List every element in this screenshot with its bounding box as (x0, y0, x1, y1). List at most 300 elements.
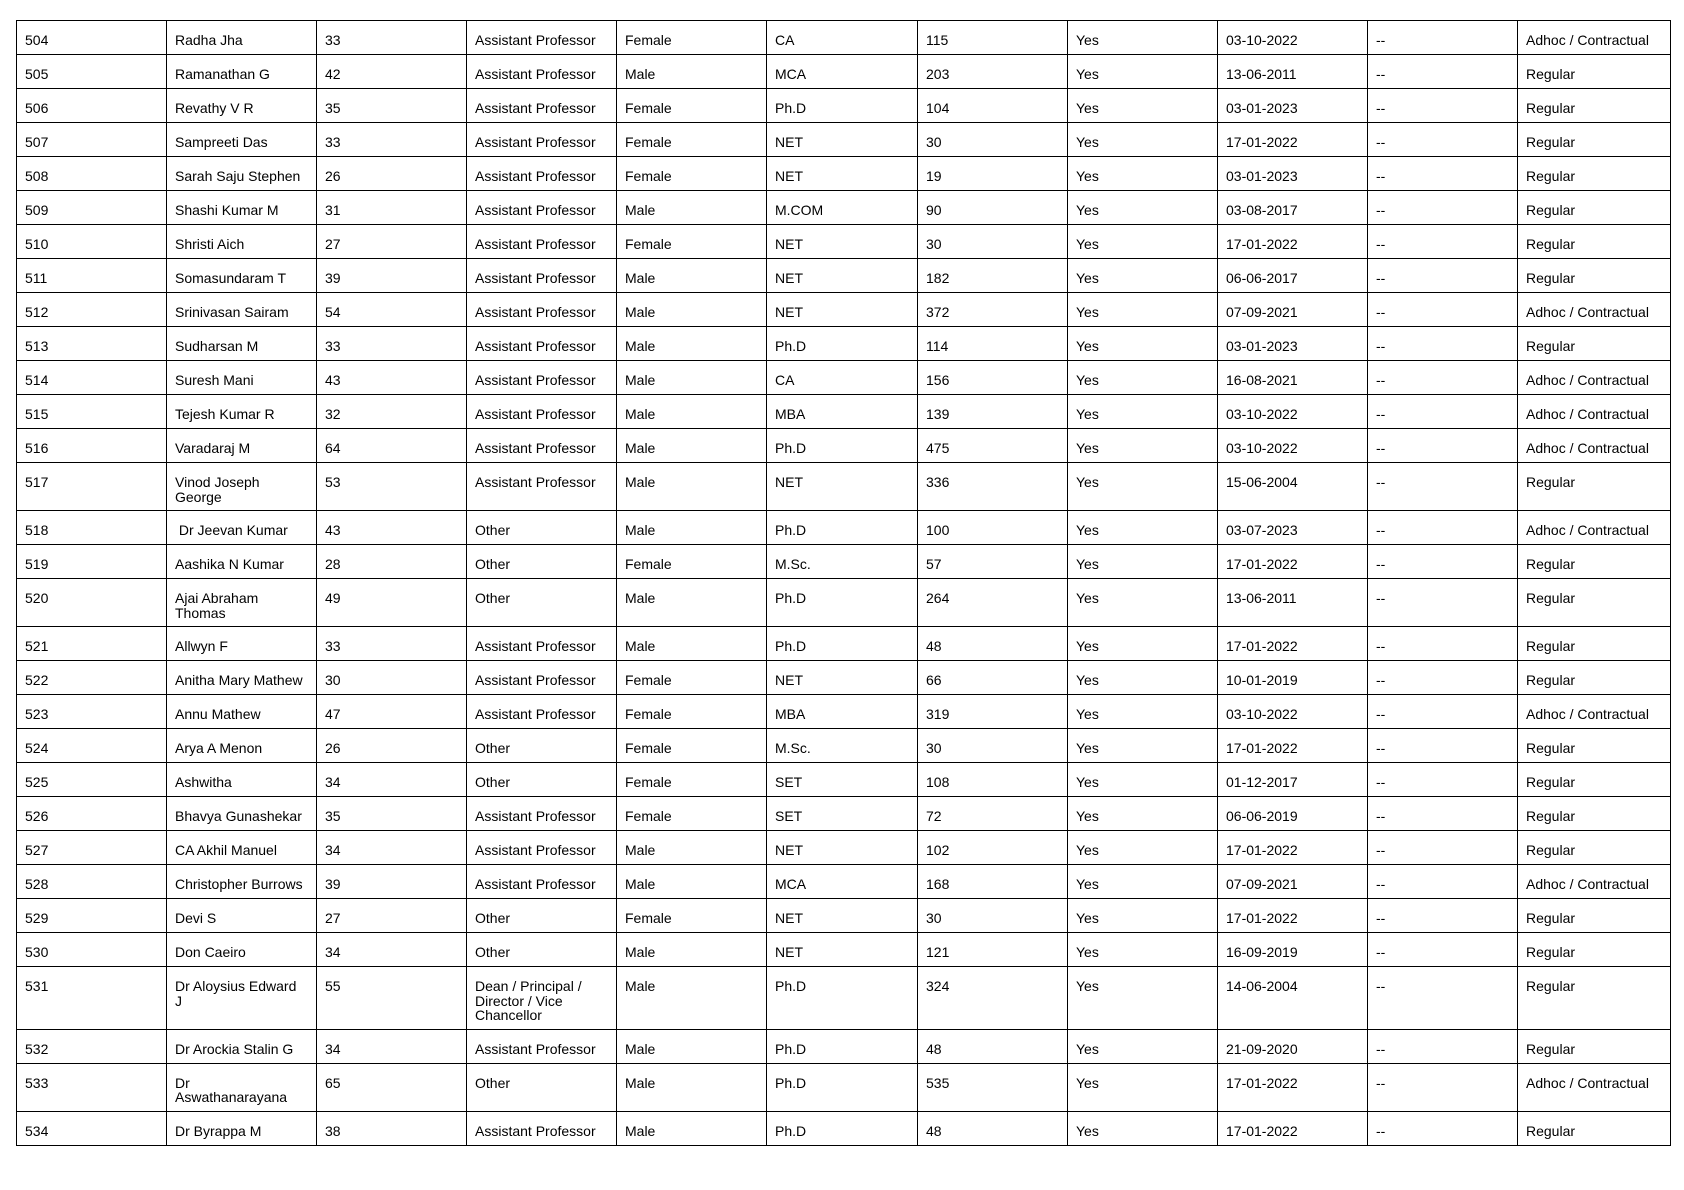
cell-text: M.Sc. (775, 740, 811, 756)
qualification-cell (767, 395, 918, 429)
cell-text: Yes (1076, 270, 1099, 286)
status-cell (1068, 967, 1218, 1030)
experience-cell (918, 293, 1068, 327)
cell-text: 114 (926, 338, 949, 354)
cell-text: -- (1376, 270, 1386, 286)
cell-text: 21-09-2020 (1226, 1040, 1298, 1057)
cell-text: Yes (1076, 32, 1099, 48)
cell-text: Regular (1526, 842, 1576, 858)
name-cell (167, 191, 317, 225)
qualification-cell (767, 579, 918, 627)
cell-text: Assistant Professor (475, 406, 596, 422)
cell-text: CA (775, 372, 795, 388)
cell-text: Yes (1076, 1040, 1099, 1057)
cell-text: 372 (926, 304, 950, 320)
cell-text: Suresh Mani (175, 372, 254, 388)
joining-date-cell (1218, 933, 1368, 967)
cell-text: Assistant Professor (475, 168, 596, 184)
table-row (17, 361, 1671, 395)
cell-text: 512 (25, 304, 49, 320)
row-number-cell (17, 831, 167, 865)
cell-text: 505 (25, 66, 49, 82)
cell-text: Adhoc / Contractual (1526, 32, 1649, 48)
cell-text: 26 (325, 168, 341, 184)
cell-text: -- (1376, 406, 1386, 422)
cell-text: -- (1376, 100, 1386, 116)
cell-text: Female (625, 672, 672, 688)
appointment-type-cell (1518, 933, 1671, 967)
experience-cell (918, 55, 1068, 89)
leaving-date-cell (1368, 627, 1518, 661)
cell-text: Regular (1526, 202, 1576, 218)
leaving-date-cell (1368, 1111, 1518, 1145)
cell-text: Yes (1076, 134, 1099, 150)
qualification-cell (767, 545, 918, 579)
experience-cell (918, 797, 1068, 831)
status-cell (1068, 259, 1218, 293)
table-row (17, 511, 1671, 545)
leaving-date-cell (1368, 763, 1518, 797)
joining-date-cell (1218, 55, 1368, 89)
row-number-cell (17, 627, 167, 661)
qualification-cell (767, 55, 918, 89)
leaving-date-cell (1368, 123, 1518, 157)
appointment-type-cell (1518, 967, 1671, 1030)
cell-text: -- (1376, 202, 1386, 218)
row-number-cell (17, 1111, 167, 1145)
qualification-cell (767, 797, 918, 831)
cell-text: 521 (25, 638, 49, 654)
row-number-cell (17, 865, 167, 899)
cell-text: Regular (1526, 978, 1576, 994)
cell-text: 34 (325, 842, 341, 858)
qualification-cell (767, 695, 918, 729)
cell-text: 10-01-2019 (1226, 672, 1298, 688)
cell-text: 28 (325, 556, 341, 572)
cell-text: Assistant Professor (475, 842, 596, 858)
cell-text: Yes (1076, 808, 1099, 824)
cell-text: 524 (25, 740, 49, 756)
experience-cell (918, 327, 1068, 361)
gender-cell (617, 157, 767, 191)
gender-cell (617, 1111, 767, 1145)
cell-text: 121 (926, 944, 950, 960)
gender-cell (617, 627, 767, 661)
cell-text: 523 (25, 706, 49, 722)
age-cell (317, 695, 467, 729)
joining-date-cell (1218, 627, 1368, 661)
cell-text: 17-01-2022 (1226, 236, 1298, 252)
cell-text: Yes (1076, 338, 1099, 354)
cell-text: Ph.D (775, 638, 807, 654)
cell-text: Yes (1076, 372, 1099, 388)
age-cell (317, 327, 467, 361)
cell-text: 508 (25, 168, 49, 184)
leaving-date-cell (1368, 21, 1518, 55)
joining-date-cell (1218, 729, 1368, 763)
cell-text: 03-01-2023 (1226, 338, 1298, 354)
qualification-cell (767, 157, 918, 191)
cell-text: Other (475, 522, 511, 538)
qualification-cell (767, 899, 918, 933)
cell-text: Ph.D (775, 590, 807, 606)
cell-text: 515 (25, 406, 49, 422)
cell-text: 533 (25, 1074, 49, 1091)
gender-cell (617, 429, 767, 463)
age-cell (317, 361, 467, 395)
status-cell (1068, 293, 1218, 327)
appointment-type-cell (1518, 1029, 1671, 1063)
cell-text: Sampreeti Das (175, 134, 268, 150)
cell-text: Other (475, 740, 511, 756)
gender-cell (617, 463, 767, 511)
joining-date-cell (1218, 1111, 1368, 1145)
age-cell (317, 545, 467, 579)
cell-text: MCA (775, 876, 807, 892)
cell-text: 48 (926, 1040, 942, 1057)
name-cell (167, 763, 317, 797)
experience-cell (918, 89, 1068, 123)
qualification-cell (767, 831, 918, 865)
cell-text: 30 (926, 236, 942, 252)
cell-text: -- (1376, 774, 1386, 790)
cell-text: Male (625, 876, 656, 892)
designation-cell (467, 463, 617, 511)
cell-text: 519 (25, 556, 49, 572)
cell-text: Ph.D (775, 522, 807, 538)
staff-table (16, 20, 1671, 1146)
designation-cell (467, 327, 617, 361)
name-cell (167, 579, 317, 627)
cell-text: -- (1376, 740, 1386, 756)
joining-date-cell (1218, 967, 1368, 1030)
cell-text: Bhavya Gunashekar (175, 808, 302, 824)
cell-text: 03-07-2023 (1226, 522, 1298, 538)
cell-text: Regular (1526, 338, 1576, 354)
cell-text: -- (1376, 842, 1386, 858)
name-cell (167, 545, 317, 579)
experience-cell (918, 695, 1068, 729)
cell-text: Regular (1526, 672, 1576, 688)
qualification-cell (767, 729, 918, 763)
cell-text: 48 (926, 1122, 942, 1139)
gender-cell (617, 123, 767, 157)
name-cell (167, 933, 317, 967)
joining-date-cell (1218, 695, 1368, 729)
cell-text: Don Caeiro (175, 944, 246, 960)
status-cell (1068, 191, 1218, 225)
appointment-type-cell (1518, 123, 1671, 157)
leaving-date-cell (1368, 797, 1518, 831)
designation-cell (467, 191, 617, 225)
status-cell (1068, 695, 1218, 729)
qualification-cell (767, 89, 918, 123)
cell-text: Yes (1076, 202, 1099, 218)
cell-text: Male (625, 406, 656, 422)
cell-text: Srinivasan Sairam (175, 304, 289, 320)
cell-text: 33 (325, 638, 341, 654)
cell-text: Female (625, 740, 672, 756)
leaving-date-cell (1368, 967, 1518, 1030)
status-cell (1068, 89, 1218, 123)
cell-text: 49 (325, 590, 341, 606)
cell-text: 115 (926, 32, 949, 48)
designation-cell (467, 1029, 617, 1063)
leaving-date-cell (1368, 661, 1518, 695)
cell-text: 506 (25, 100, 49, 116)
status-cell (1068, 21, 1218, 55)
cell-text: Regular (1526, 66, 1576, 82)
joining-date-cell (1218, 395, 1368, 429)
name-cell (167, 831, 317, 865)
cell-text: Regular (1526, 808, 1576, 824)
cell-text: -- (1376, 672, 1386, 688)
gender-cell (617, 695, 767, 729)
status-cell (1068, 395, 1218, 429)
appointment-type-cell (1518, 545, 1671, 579)
leaving-date-cell (1368, 225, 1518, 259)
row-number-cell (17, 797, 167, 831)
appointment-type-cell (1518, 259, 1671, 293)
cell-text: -- (1376, 338, 1386, 354)
cell-text: 520 (25, 590, 49, 606)
cell-text: 522 (25, 672, 49, 688)
status-cell (1068, 327, 1218, 361)
row-number-cell (17, 225, 167, 259)
age-cell (317, 395, 467, 429)
cell-text: 475 (926, 440, 950, 456)
joining-date-cell (1218, 661, 1368, 695)
name-cell (167, 661, 317, 695)
qualification-cell (767, 293, 918, 327)
cell-text: MBA (775, 706, 806, 722)
row-number-cell (17, 579, 167, 627)
appointment-type-cell (1518, 395, 1671, 429)
status-cell (1068, 545, 1218, 579)
age-cell (317, 511, 467, 545)
appointment-type-cell (1518, 55, 1671, 89)
designation-cell (467, 933, 617, 967)
experience-cell (918, 933, 1068, 967)
cell-text: Other (475, 774, 511, 790)
age-cell (317, 89, 467, 123)
table-row (17, 1063, 1671, 1111)
age-cell (317, 55, 467, 89)
name-cell (167, 627, 317, 661)
cell-text: 324 (926, 978, 950, 994)
cell-text: Ph.D (775, 1040, 807, 1057)
cell-text: MBA (775, 406, 806, 422)
status-cell (1068, 729, 1218, 763)
cell-text: Regular (1526, 270, 1576, 286)
cell-text: 535 (926, 1074, 950, 1091)
table-row (17, 259, 1671, 293)
status-cell (1068, 865, 1218, 899)
status-cell (1068, 123, 1218, 157)
experience-cell (918, 763, 1068, 797)
gender-cell (617, 729, 767, 763)
cell-text: Female (625, 32, 672, 48)
experience-cell (918, 429, 1068, 463)
cell-text: Assistant Professor (475, 202, 596, 218)
table-row (17, 797, 1671, 831)
cell-text: Revathy V R (175, 100, 254, 116)
status-cell (1068, 797, 1218, 831)
cell-text: 39 (325, 270, 341, 286)
joining-date-cell (1218, 865, 1368, 899)
cell-text: NET (775, 168, 803, 184)
cell-text: Ph.D (775, 338, 807, 354)
cell-text: 01-12-2017 (1226, 774, 1298, 790)
age-cell (317, 627, 467, 661)
designation-cell (467, 1063, 617, 1111)
row-number-cell (17, 123, 167, 157)
name-cell (167, 967, 317, 1030)
joining-date-cell (1218, 327, 1368, 361)
gender-cell (617, 933, 767, 967)
cell-text: Male (625, 1122, 656, 1139)
gender-cell (617, 293, 767, 327)
cell-text: 319 (926, 706, 950, 722)
name-cell (167, 55, 317, 89)
cell-text: Female (625, 774, 672, 790)
cell-text: Male (625, 1040, 656, 1057)
cell-text: 156 (926, 372, 950, 388)
cell-text: 48 (926, 638, 942, 654)
joining-date-cell (1218, 123, 1368, 157)
appointment-type-cell (1518, 225, 1671, 259)
designation-cell (467, 225, 617, 259)
cell-text: Regular (1526, 774, 1576, 790)
name-cell (167, 259, 317, 293)
leaving-date-cell (1368, 395, 1518, 429)
row-number-cell (17, 899, 167, 933)
gender-cell (617, 797, 767, 831)
age-cell (317, 579, 467, 627)
cell-text: -- (1376, 944, 1386, 960)
designation-cell (467, 395, 617, 429)
cell-text: Assistant Professor (475, 304, 596, 320)
age-cell (317, 899, 467, 933)
table-row (17, 695, 1671, 729)
row-number-cell (17, 695, 167, 729)
name-cell (167, 293, 317, 327)
appointment-type-cell (1518, 511, 1671, 545)
cell-text: NET (775, 304, 803, 320)
designation-cell (467, 695, 617, 729)
cell-text: Yes (1076, 1122, 1099, 1139)
cell-text: Yes (1076, 66, 1099, 82)
appointment-type-cell (1518, 1111, 1671, 1145)
appointment-type-cell (1518, 157, 1671, 191)
cell-text: Assistant Professor (475, 1122, 596, 1139)
age-cell (317, 1029, 467, 1063)
row-number-cell (17, 191, 167, 225)
appointment-type-cell (1518, 729, 1671, 763)
row-number-cell (17, 933, 167, 967)
gender-cell (617, 191, 767, 225)
row-number-cell (17, 763, 167, 797)
cell-text: CA Akhil Manuel (175, 842, 277, 858)
appointment-type-cell (1518, 579, 1671, 627)
cell-text: Ashwitha (175, 774, 232, 790)
cell-text: 17-01-2022 (1226, 134, 1298, 150)
status-cell (1068, 627, 1218, 661)
table-row (17, 1111, 1671, 1145)
experience-cell (918, 361, 1068, 395)
name-cell (167, 797, 317, 831)
age-cell (317, 157, 467, 191)
cell-text: 43 (325, 522, 341, 538)
cell-text: 16-08-2021 (1226, 372, 1298, 388)
age-cell (317, 429, 467, 463)
experience-cell (918, 511, 1068, 545)
cell-text: Yes (1076, 556, 1099, 572)
cell-text: Male (625, 304, 656, 320)
cell-text: Other (475, 944, 511, 960)
cell-text: Yes (1076, 774, 1099, 790)
cell-text: Assistant Professor (475, 876, 596, 892)
cell-text: 13-06-2011 (1226, 66, 1297, 82)
cell-text: Yes (1076, 1074, 1099, 1091)
table-row (17, 21, 1671, 55)
status-cell (1068, 463, 1218, 511)
cell-text: Male (625, 474, 656, 490)
name-cell (167, 1111, 317, 1145)
cell-text: Yes (1076, 100, 1099, 116)
cell-text: 57 (926, 556, 942, 572)
cell-text: Aashika N Kumar (175, 556, 284, 572)
cell-text: 108 (926, 774, 950, 790)
experience-cell (918, 865, 1068, 899)
joining-date-cell (1218, 579, 1368, 627)
cell-text: Yes (1076, 672, 1099, 688)
cell-text: 64 (325, 440, 341, 456)
cell-text: Adhoc / Contractual (1526, 304, 1649, 320)
cell-text: 33 (325, 134, 341, 150)
gender-cell (617, 865, 767, 899)
cell-text: 19 (926, 168, 942, 184)
cell-text: Radha Jha (175, 32, 243, 48)
designation-cell (467, 967, 617, 1030)
cell-text: -- (1376, 168, 1386, 184)
designation-cell (467, 579, 617, 627)
designation-cell (467, 429, 617, 463)
leaving-date-cell (1368, 191, 1518, 225)
cell-text: Assistant Professor (475, 706, 596, 722)
cell-text: 03-10-2022 (1226, 406, 1298, 422)
cell-text: 03-08-2017 (1226, 202, 1298, 218)
age-cell (317, 763, 467, 797)
cell-text: Regular (1526, 236, 1576, 252)
leaving-date-cell (1368, 831, 1518, 865)
cell-text: 07-09-2021 (1226, 304, 1298, 320)
name-cell (167, 123, 317, 157)
cell-text: Adhoc / Contractual (1526, 1074, 1649, 1091)
appointment-type-cell (1518, 1063, 1671, 1111)
cell-text: Regular (1526, 556, 1576, 572)
age-cell (317, 463, 467, 511)
designation-cell (467, 55, 617, 89)
name-cell (167, 21, 317, 55)
status-cell (1068, 831, 1218, 865)
cell-text: Female (625, 808, 672, 824)
table-row (17, 225, 1671, 259)
status-cell (1068, 1029, 1218, 1063)
designation-cell (467, 21, 617, 55)
cell-text: -- (1376, 372, 1386, 388)
cell-text: 526 (25, 808, 49, 824)
